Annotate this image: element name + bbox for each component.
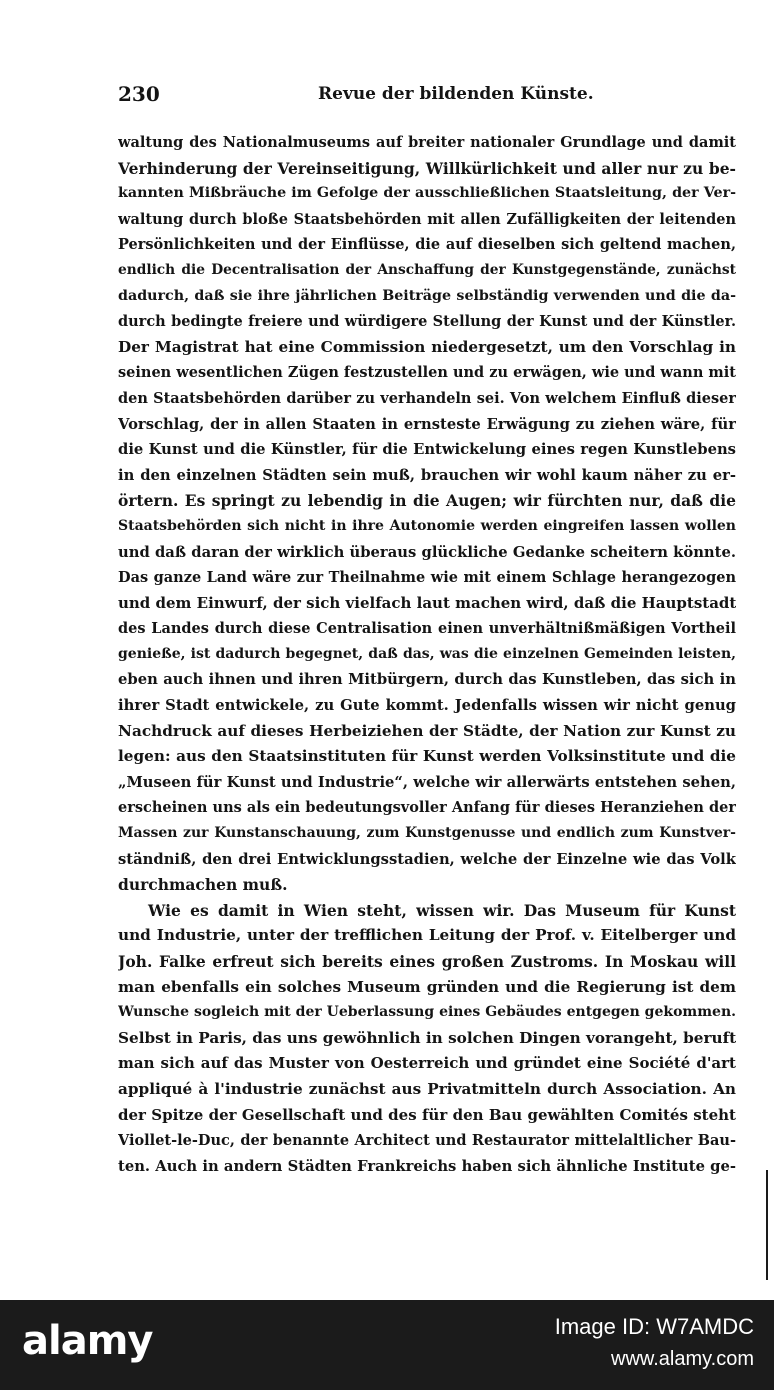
- text-line: der Spitze der Gesellschaft und des für den Bau gewählten Comités steht: [118, 1105, 736, 1124]
- text-line: und daß daran der wirklich überaus glückliche Gedanke scheitern könnte.: [118, 543, 736, 561]
- text-line: und Industrie, unter der trefflichen Leitung der Prof. v. Eitelberger und: [118, 926, 736, 945]
- running-head: Revue der bildenden Künste.: [318, 84, 594, 104]
- image-id: Image ID: W7AMDC: [554, 1314, 754, 1339]
- text-line: Vorschlag, der in allen Staaten in ernsteste Erwägung zu ziehen wäre, für: [118, 415, 736, 433]
- page-edge-line: [766, 1170, 768, 1280]
- text-line: ständniß, den drei Entwicklungsstadien, welche der Einzelne wie das Volk: [118, 850, 736, 868]
- text-line: Massen zur Kunstanschauung, zum Kunstgenusse und endlich zum Kunstver-: [118, 825, 736, 842]
- text-line: Das ganze Land wäre zur Theilnahme wie mit einem Schlage herangezogen: [118, 569, 736, 587]
- text-line: kannten Mißbräuche im Gefolge der ausschließlichen Staatsleitung, der Ver-: [118, 185, 736, 202]
- page-number: 230: [118, 82, 160, 106]
- paragraph-end-line: durchmachen muß.: [118, 875, 288, 895]
- text-line: endlich die Decentralisation der Anschaffung der Kunstgegenstände, zunächst: [118, 261, 736, 278]
- text-line: Der Magistrat hat eine Commission niedergesetzt, um den Vorschlag in: [118, 337, 736, 356]
- brand-logo: alamy: [22, 1318, 153, 1364]
- text-line: örtern. Es springt zu lebendig in die Augen; wir fürchten nur, daß die: [118, 491, 736, 511]
- page-header: [118, 82, 738, 112]
- text-line: und dem Einwurf, der sich vielfach laut machen wird, daß die Hauptstadt: [118, 593, 736, 612]
- text-line: des Landes durch diese Centralisation einen unverhältnißmäßigen Vortheil: [118, 620, 736, 638]
- text-line: Nachdruck auf dieses Herbeiziehen der Städte, der Nation zur Kunst zu: [118, 721, 736, 740]
- text-line: Selbst in Paris, das uns gewöhnlich in solchen Dingen vorangeht, beruft: [118, 1028, 736, 1047]
- text-line: ten. Auch in andern Städten Frankreichs haben sich ähnliche Institute ge-: [118, 1157, 736, 1175]
- text-line: in den einzelnen Städten sein muß, brauchen wir wohl kaum näher zu er-: [118, 466, 736, 484]
- text-line: dadurch, daß sie ihre jährlichen Beiträge selbständig verwenden und die da-: [118, 287, 736, 304]
- text-line: „Museen für Kunst und Industrie“, welche wir allerwärts entstehen sehen,: [118, 773, 736, 791]
- text-line: man sich auf das Muster von Oesterreich und gründet eine Société d'art: [118, 1054, 736, 1073]
- text-line: man ebenfalls ein solches Museum gründen und die Regierung ist dem: [118, 977, 736, 996]
- text-line: ihrer Stadt entwickele, zu Gute kommt. Jedenfalls wissen wir nicht genug: [118, 697, 736, 715]
- paragraph-start-line: Wie es damit in Wien steht, wissen wir. Das Museum für Kunst: [148, 900, 736, 920]
- text-line: eben auch ihnen und ihren Mitbürgern, durch das Kunstleben, das sich in: [118, 671, 736, 689]
- body-text: [118, 130, 736, 1179]
- text-line: durch bedingte freiere und würdigere Stellung der Kunst und der Künstler.: [118, 313, 736, 331]
- watermark-footer: [0, 1300, 774, 1390]
- text-line: Viollet-le-Duc, der benannte Architect und Restaurator mittelaltlicher Bau-: [118, 1132, 736, 1150]
- text-line: seinen wesentlichen Zügen festzustellen und zu erwägen, wie und wann mit: [118, 364, 736, 382]
- text-line: waltung des Nationalmuseums auf breiter nationaler Grundlage und damit: [118, 134, 736, 151]
- text-line: waltung durch bloße Staatsbehörden mit allen Zufälligkeiten der leitenden: [118, 210, 736, 228]
- text-line: die Kunst und die Künstler, für die Entwickelung eines regen Kunstlebens: [118, 441, 736, 459]
- text-line: Joh. Falke erfreut sich bereits eines großen Zustroms. In Moskau will: [118, 952, 736, 971]
- text-line: Staatsbehörden sich nicht in ihre Autonomie werden eingreifen lassen wollen: [118, 517, 736, 534]
- text-line: den Staatsbehörden darüber zu verhandeln sei. Von welchem Einfluß dieser: [118, 389, 736, 407]
- text-line: Persönlichkeiten und der Einflüsse, die auf dieselben sich geltend machen,: [118, 236, 736, 254]
- text-line: legen: aus den Staatsinstituten für Kunst werden Volksinstitute und die: [118, 747, 736, 766]
- text-line: Wunsche sogleich mit der Ueberlassung eines Gebäudes entgegen gekommen.: [118, 1004, 736, 1021]
- text-line: erscheinen uns als ein bedeutungsvoller Anfang für dieses Heranziehen der: [118, 799, 736, 817]
- text-line: appliqué à l'industrie zunächst aus Privatmitteln durch Association. An: [118, 1079, 736, 1098]
- text-line: genieße, ist dadurch begegnet, daß das, was die einzelnen Gemeinden leisten,: [118, 645, 736, 662]
- text-line: Verhinderung der Vereinseitigung, Willkürlichkeit und aller nur zu be-: [118, 158, 736, 178]
- site-url: www.alamy.com: [611, 1348, 754, 1370]
